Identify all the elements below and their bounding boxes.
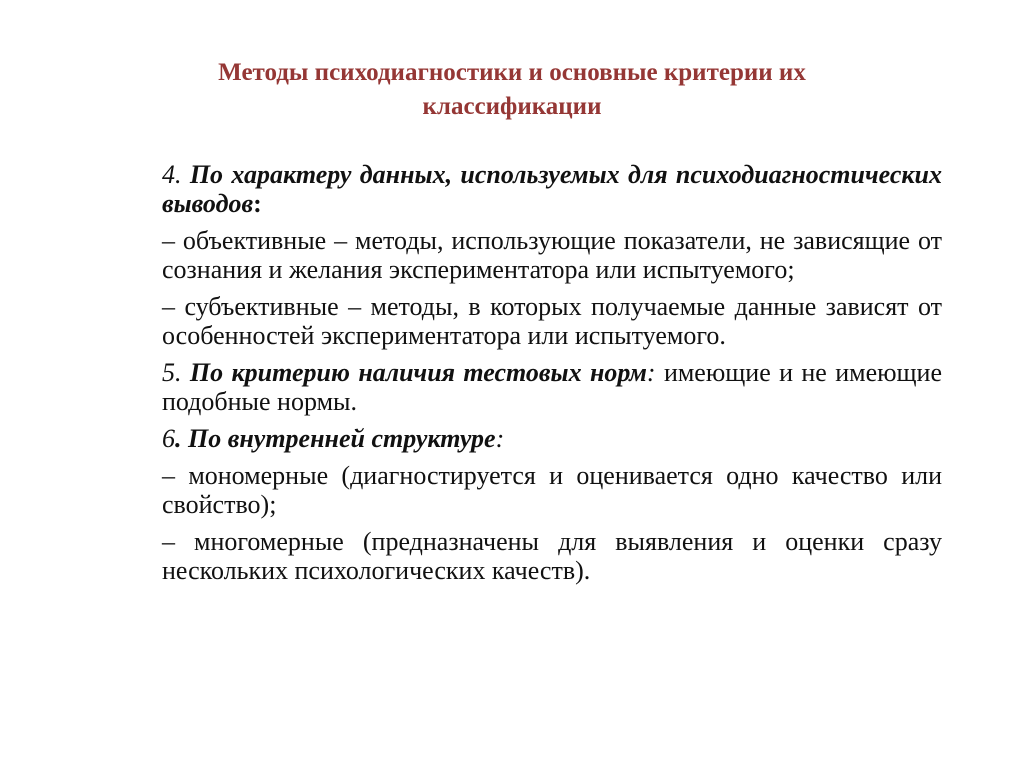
criterion-4-colon: : (253, 189, 262, 218)
slide-body (162, 160, 942, 593)
criterion-5 (162, 358, 942, 416)
criterion-4 (162, 160, 942, 218)
criterion-6-colon: : (495, 424, 505, 453)
title-line-1: Методы психодиагностики и основные критерии их (218, 59, 806, 86)
title-line-2: классификации (422, 93, 602, 120)
criterion-6 (162, 424, 942, 453)
criterion-5-heading: По критерию наличия тестовых норм (189, 358, 647, 387)
objective-methods: – объективные – методы, использующие показатели, не зависящие от сознания и желания экспериментатора или испытуемого; (162, 226, 942, 284)
criterion-5-number: 5. (162, 358, 190, 387)
criterion-4-heading: По характеру данных, используемых для психодиагностических выводов (162, 160, 943, 218)
monomer-methods: – мономерные (диагностируется и оценивается одно качество или свойство); (162, 461, 942, 519)
slide-title (110, 56, 914, 124)
multimer-methods: – многомерные (предназначены для выявления и оценки сразу нескольких психологических качеств). (162, 527, 942, 585)
criterion-4-number: 4. (162, 160, 190, 189)
criterion-5-colon: : (646, 358, 656, 387)
subjective-methods: – субъективные – методы, в которых получаемые данные зависят от особенностей экспериментатора или испытуемого. (162, 292, 942, 350)
criterion-6-number: 6 (162, 424, 175, 453)
criterion-6-heading: . По внутренней структуре (175, 424, 496, 453)
criterion-5-text: имеющие и не имеющие подобные нормы. (162, 358, 943, 416)
